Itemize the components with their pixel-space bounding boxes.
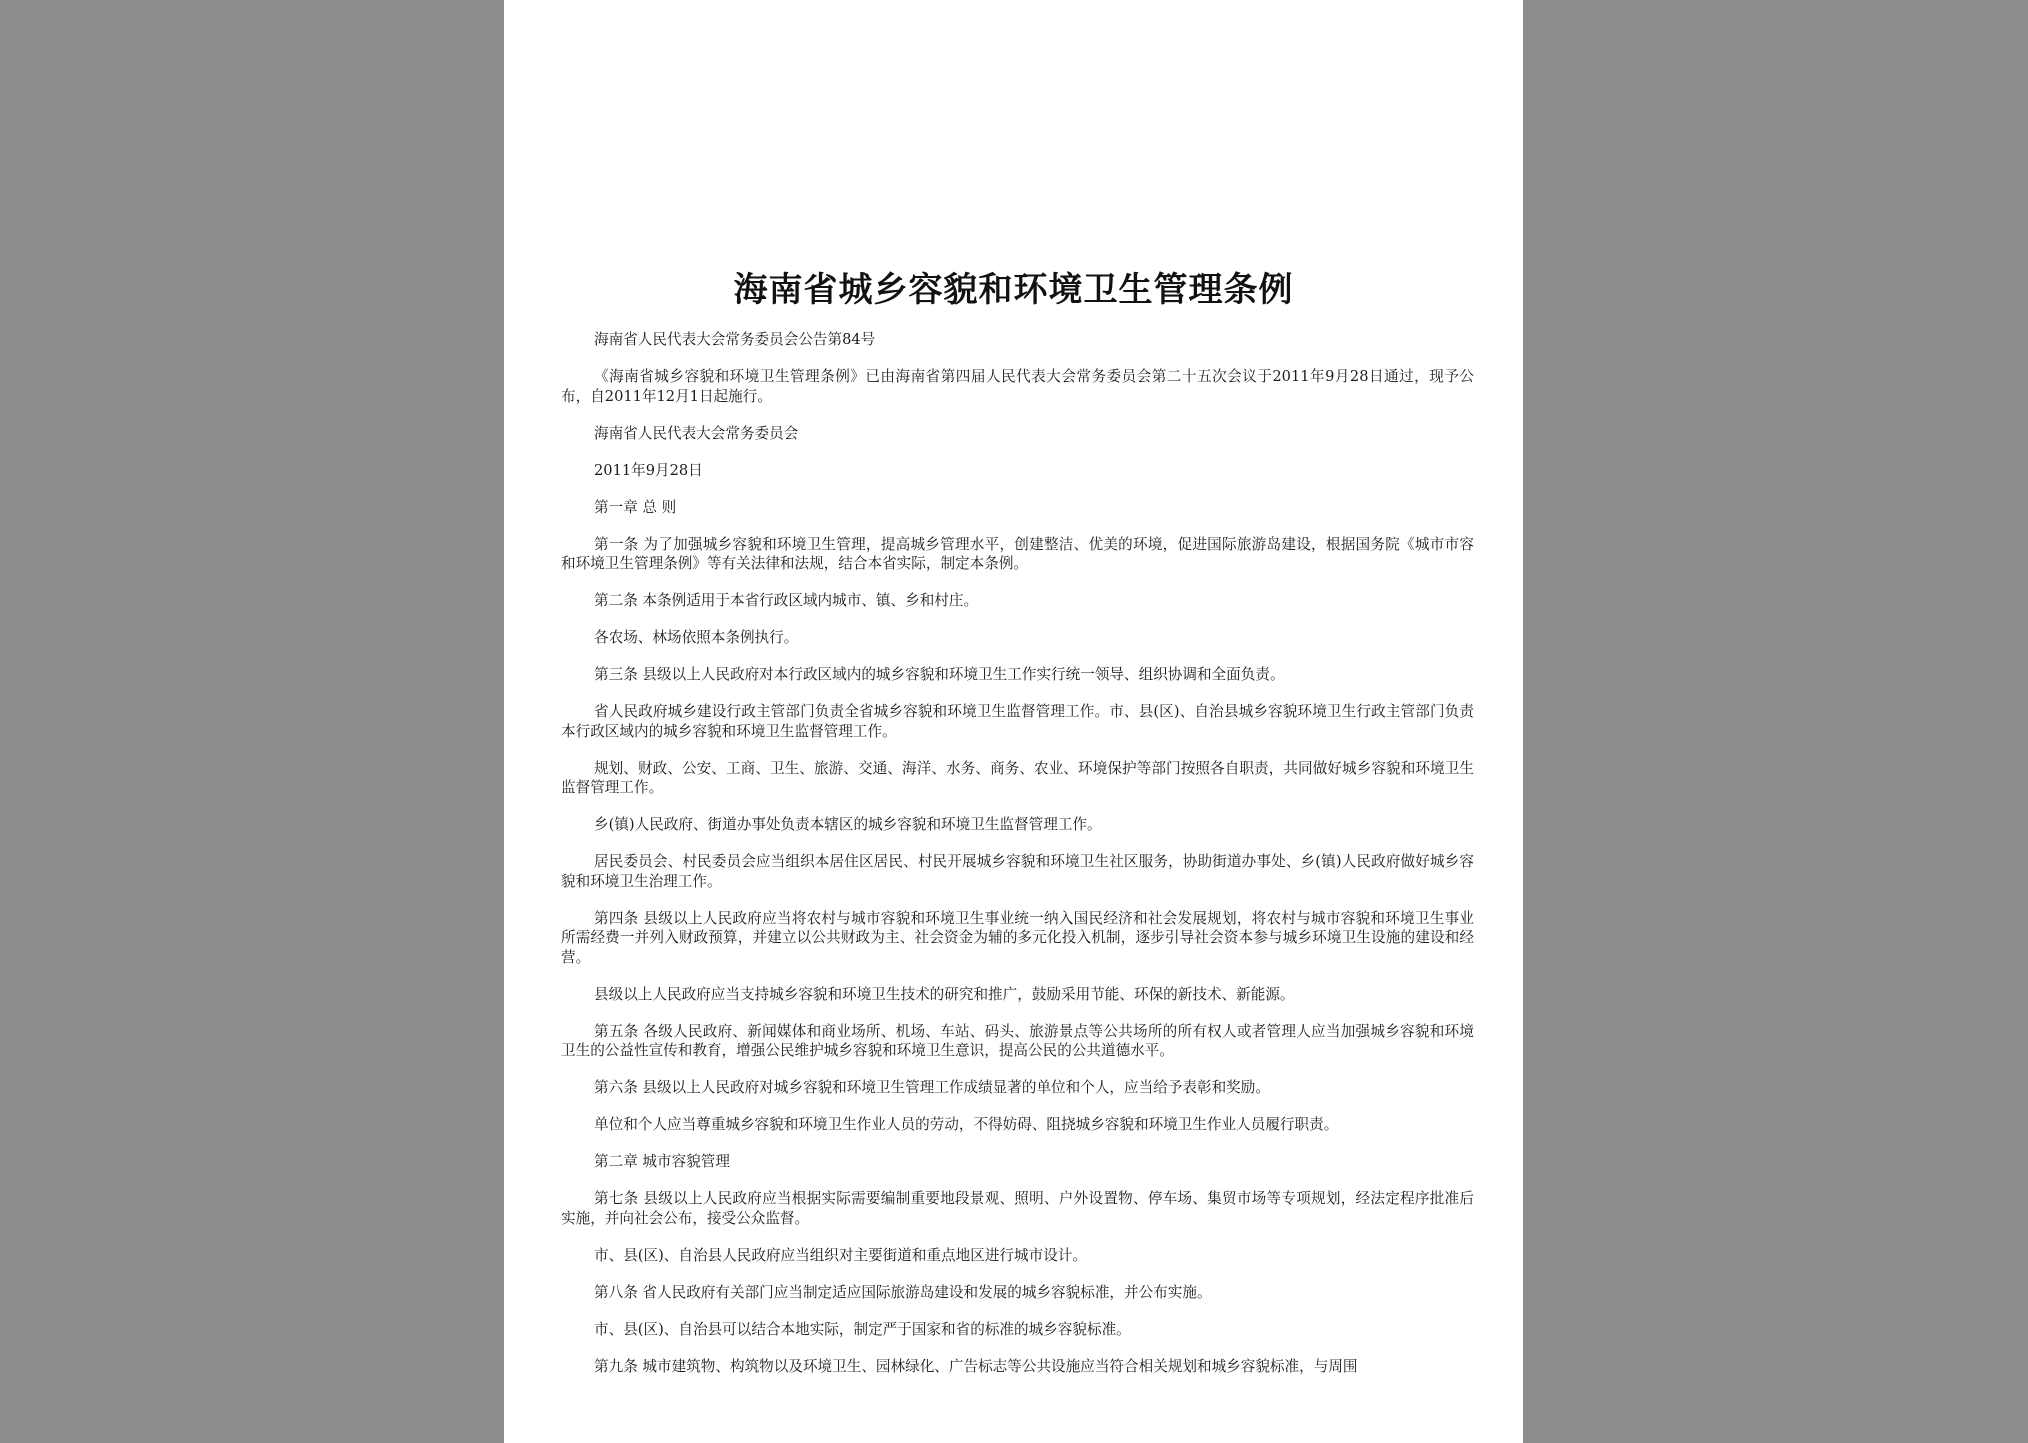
article-8: 第八条 省人民政府有关部门应当制定适应国际旅游岛建设和发展的城乡容貌标准，并公布实施。 — [594, 1283, 1212, 1301]
article-6-clause: 单位和个人应当尊重城乡容貌和环境卫生作业人员的劳动，不得妨碍、阻挠城乡容貌和环境卫生作业人员履行职责。 — [594, 1116, 1339, 1133]
article-7-clause: 市、县(区)、自治县人民政府应当组织对主要街道和重点地区进行城市设计。 — [594, 1246, 1087, 1264]
article-8-clause: 市、县(区)、自治县可以结合本地实际，制定严于国家和省的标准的城乡容貌标准。 — [594, 1320, 1131, 1338]
chapter-heading-2: 第二章 城市容貌管理 — [594, 1153, 730, 1170]
document-body — [561, 330, 1474, 1394]
article-5: 第五条 各级人民政府、新闻媒体和商业场所、机场、车站、码头、旅游景点等公共场所的所有权人或者管理人应当加强城乡容貌和环境卫生的公益性宣传和教育，增强公民维护城乡容貌和环境卫生意识，提高公民的公共道德水平。 — [561, 1022, 1474, 1059]
document-page — [504, 0, 1523, 1443]
article-3-clause-2: 规划、财政、公安、工商、卫生、旅游、交通、海洋、水务、商务、农业、环境保护等部门按照各自职责，共同做好城乡容貌和环境卫生监督管理工作。 — [561, 759, 1474, 796]
paragraph-announcement: 海南省人民代表大会常务委员会公告第84号 — [594, 331, 876, 348]
article-4-clause: 县级以上人民政府应当支持城乡容貌和环境卫生技术的研究和推广，鼓励采用节能、环保的新技术、新能源。 — [594, 985, 1295, 1003]
article-7: 第七条 县级以上人民政府应当根据实际需要编制重要地段景观、照明、户外设置物、停车场、集贸市场等专项规划，经法定程序批准后实施，并向社会公布，接受公众监督。 — [561, 1190, 1474, 1227]
article-3: 第三条 县级以上人民政府对本行政区域内的城乡容貌和环境卫生工作实行统一领导、组织协调和全面负责。 — [594, 666, 1285, 683]
article-9: 第九条 城市建筑物、构筑物以及环境卫生、园林绿化、广告标志等公共设施应当符合相关规划和城乡容貌标准，与周围 — [594, 1357, 1358, 1375]
paragraph-promulgation: 《海南省城乡容貌和环境卫生管理条例》已由海南省第四届人民代表大会常务委员会第二十五次会议于2011年9月28日通过，现予公布，自2011年12月1日起施行。 — [561, 368, 1474, 405]
chapter-heading-1: 第一章 总 则 — [594, 498, 677, 516]
article-4: 第四条 县级以上人民政府应当将农村与城市容貌和环境卫生事业统一纳入国民经济和社会发展规划，将农村与城市容貌和环境卫生事业所需经费一并列入财政预算，并建立以公共财政为主、社会资金为辅的多元化投入机制，逐步引导社会资本参与城乡环境卫生设施的建设和经营。 — [561, 909, 1474, 966]
article-3-clause-3: 乡(镇)人民政府、街道办事处负责本辖区的城乡容貌和环境卫生监督管理工作。 — [594, 816, 1102, 833]
article-2-clause: 各农场、林场依照本条例执行。 — [594, 629, 799, 646]
article-3-clause-1: 省人民政府城乡建设行政主管部门负责全省城乡容貌和环境卫生监督管理工作。市、县(区)、自治县城乡容貌环境卫生行政主管部门负责本行政区域内的城乡容貌和环境卫生监督管理工作。 — [561, 703, 1474, 740]
paragraph-issuer: 海南省人民代表大会常务委员会 — [594, 424, 799, 442]
document-title: 海南省城乡容貌和环境卫生管理条例 — [733, 270, 1294, 310]
article-2: 第二条 本条例适用于本省行政区域内城市、镇、乡和村庄。 — [594, 592, 979, 609]
article-6: 第六条 县级以上人民政府对城乡容貌和环境卫生管理工作成绩显著的单位和个人，应当给予表彰和奖励。 — [594, 1079, 1270, 1096]
article-1: 第一条 为了加强城乡容貌和环境卫生管理，提高城乡管理水平，创建整洁、优美的环境，促进国际旅游岛建设，根据国务院《城市市容和环境卫生管理条例》等有关法律和法规，结合本省实际，制定本条例。 — [561, 535, 1474, 572]
article-3-clause-4: 居民委员会、村民委员会应当组织本居住区居民、村民开展城乡容貌和环境卫生社区服务，协助街道办事处、乡(镇)人民政府做好城乡容貌和环境卫生治理工作。 — [561, 853, 1474, 890]
paragraph-date: 2011年9月28日 — [594, 461, 703, 479]
